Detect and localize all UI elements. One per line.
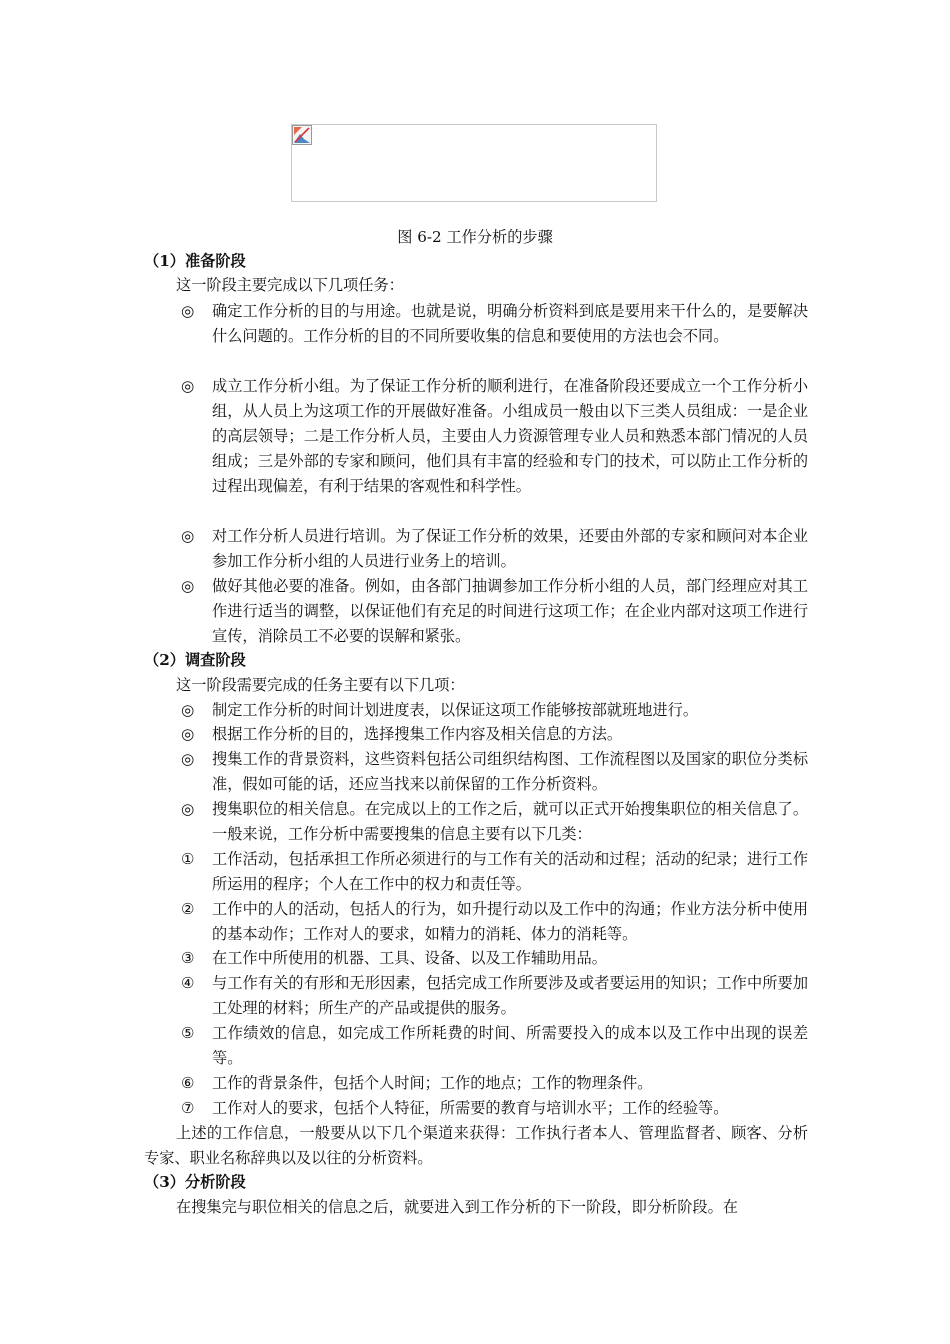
bullet-marker: ◎ — [181, 527, 195, 545]
list-item-text: 根据工作分析的目的，选择搜集工作内容及相关信息的方法。 — [212, 725, 623, 743]
figure-image-placeholder — [291, 124, 657, 202]
bullet-marker: ◎ — [181, 750, 195, 768]
list-item-text: 搜集职位的相关信息。在完成以上的工作之后，就可以正式开始搜集职位的相关信息了。一般来说，工作分析中需要搜集的信息主要有以下几类： — [212, 800, 808, 843]
list-item-text: 成立工作分析小组。为了保证工作分析的顺利进行，在准备阶段还要成立一个工作分析小组，从人员上为这项工作的开展做好准备。小组成员一般由以下三类人员组成：一是企业的高层领导；二是工作分析人员，主要由人力资源管理专业人员和熟悉本部门情况的人员组成；三是外部的专家和顾问，他们具有丰富的经验和专门的技术，可以防止工作分析的过程出现偏差，有利于结果的客观性和科学性。 — [212, 377, 808, 495]
list-item-text: 搜集工作的背景资料，这些资料包括公司组织结构图、工作流程图以及国家的职位分类标准，假如可能的话，还应当找来以前保留的工作分析资料。 — [212, 750, 808, 793]
body-paragraph-channels: 上述的工作信息，一般要从以下几个渠道来获得：工作执行者本人、管理监督者、顾客、分析专家、职业名称辞典以及以往的分析资料。 — [144, 1124, 808, 1167]
number-marker: ⑦ — [181, 1099, 195, 1117]
list-item-text: 工作活动，包括承担工作所必须进行的与工作有关的活动和过程；活动的纪录；进行工作所运用的程序；个人在工作中的权力和责任等。 — [212, 850, 808, 893]
section-intro-prepare: 这一阶段主要完成以下几项任务： — [176, 276, 404, 294]
list-item-text: 工作对人的要求，包括个人特征，所需要的教育与培训水平；工作的经验等。 — [212, 1099, 729, 1117]
bullet-marker: ◎ — [181, 725, 195, 743]
section-heading-survey: （2）调查阶段 — [144, 651, 246, 669]
list-item-text: 与工作有关的有形和无形因素，包括完成工作所要涉及或者要运用的知识；工作中所要加工处理的材料；所生产的产品或提供的服务。 — [212, 974, 808, 1017]
bullet-marker: ◎ — [181, 701, 195, 719]
number-marker: ⑤ — [181, 1024, 195, 1042]
list-item-text: 在工作中所使用的机器、工具、设备、以及工作辅助用品。 — [212, 949, 607, 967]
figure-caption: 图 6-2 工作分析的步骤 — [397, 228, 553, 246]
bullet-marker: ◎ — [181, 302, 195, 320]
list-item-text: 对工作分析人员进行培训。为了保证工作分析的效果，还要由外部的专家和顾问对本企业参加工作分析小组的人员进行业务上的培训。 — [212, 527, 808, 570]
bullet-marker: ◎ — [181, 800, 195, 818]
number-marker: ② — [181, 900, 195, 918]
list-item-text: 工作的背景条件，包括个人时间；工作的地点；工作的物理条件。 — [212, 1074, 653, 1092]
broken-image-icon — [292, 125, 312, 145]
number-marker: ④ — [181, 974, 195, 992]
body-paragraph-analysis: 在搜集完与职位相关的信息之后，就要进入到工作分析的下一阶段，即分析阶段。在 — [176, 1198, 738, 1216]
number-marker: ③ — [181, 949, 195, 967]
bullet-marker: ◎ — [181, 577, 195, 595]
number-marker: ① — [181, 850, 195, 868]
section-heading-prepare: （1）准备阶段 — [144, 252, 246, 270]
list-item-text: 确定工作分析的目的与用途。也就是说，明确分析资料到底是要用来干什么的，是要解决什么问题的。工作分析的目的不同所要收集的信息和要使用的方法也会不同。 — [212, 302, 808, 345]
list-item-text: 做好其他必要的准备。例如，由各部门抽调参加工作分析小组的人员，部门经理应对其工作进行适当的调整，以保证他们有充足的时间进行这项工作；在企业内部对这项工作进行宣传，消除员工不必要的误解和紧张。 — [212, 577, 808, 645]
number-marker: ⑥ — [181, 1074, 195, 1092]
bullet-marker: ◎ — [181, 377, 195, 395]
list-item-text: 制定工作分析的时间计划进度表，以保证这项工作能够按部就班地进行。 — [212, 701, 698, 719]
section-heading-analysis: （3）分析阶段 — [144, 1173, 246, 1191]
list-item-text: 工作中的人的活动，包括人的行为，如升提行动以及工作中的沟通；作业方法分析中使用的基本动作；工作对人的要求，如精力的消耗、体力的消耗等。 — [212, 900, 808, 943]
list-item-text: 工作绩效的信息，如完成工作所耗费的时间、所需要投入的成本以及工作中出现的误差等。 — [212, 1024, 808, 1067]
section-intro-survey: 这一阶段需要完成的任务主要有以下几项： — [176, 676, 465, 694]
